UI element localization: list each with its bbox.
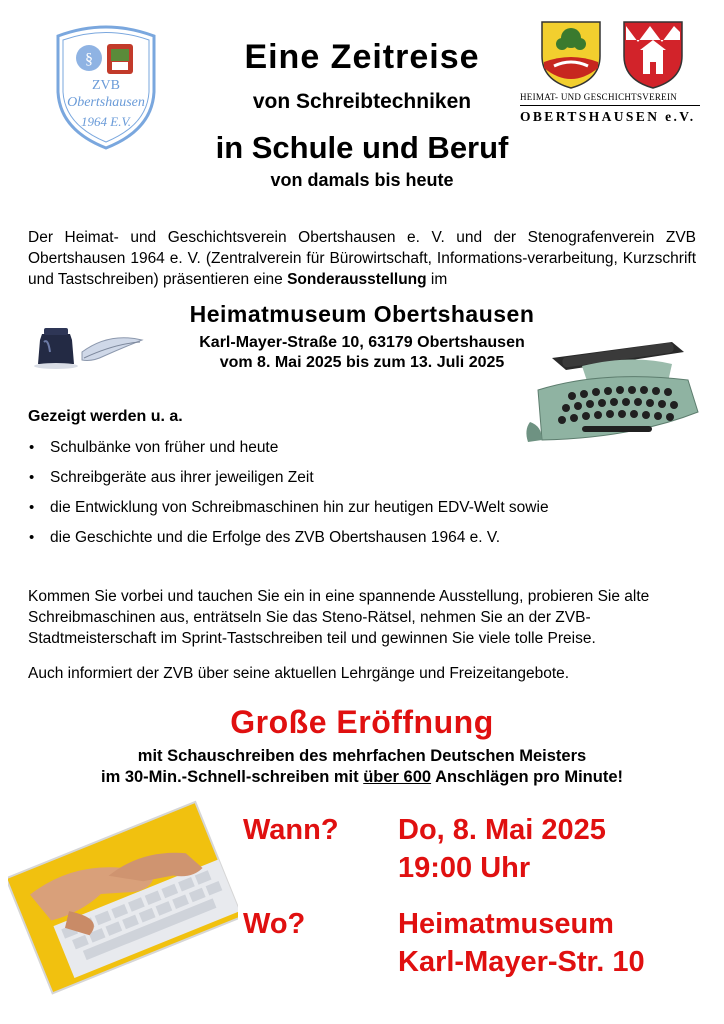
- invite-paragraph: Kommen Sie vorbei und tauchen Sie ein in eine spannende Ausstellung, probieren Sie alte Schreibmaschinen aus, enträtseln Sie das Steno-Rätsel, nehmen Sie an der ZVB-Stadtmeisterschaft im Sprint-Tastschreiben teil und gewinnen Sie viele tolle Preise.: [28, 588, 650, 647]
- typewriter-icon: [522, 330, 704, 455]
- logo-left-line1: ZVB: [92, 78, 120, 93]
- opening-line2-underline: über 600: [363, 768, 432, 786]
- intro-bold: Sonderausstellung: [287, 271, 427, 288]
- logo-right-org-line2: OBERTSHAUSEN e.V.: [520, 109, 696, 124]
- list-item: • Schreibgeräte aus ihrer jeweiligen Zeit: [28, 458, 549, 488]
- opening-line2-before: im 30-Min.-Schnell-schreiben mit: [100, 768, 364, 786]
- logo-right-org-line1: HEIMAT- UND GESCHICHTSVEREIN: [520, 92, 678, 102]
- opening-line1: mit Schauschreiben des mehrfachen Deutschen Meisters: [137, 747, 587, 765]
- when-label: Wann?: [243, 814, 339, 846]
- venue-name: Heimatmuseum Obertshausen: [189, 301, 535, 327]
- coat-of-arms-icons: [520, 18, 702, 90]
- where-street: Karl-Mayer-Str. 10: [398, 946, 645, 978]
- info-paragraph: Auch informiert der ZVB über seine aktuellen Lehrgänge und Freizeitangebote.: [28, 665, 570, 682]
- opening-line2: [50, 768, 674, 787]
- where-place: Heimatmuseum: [398, 908, 614, 940]
- opening-heading: Große Eröffnung: [230, 704, 494, 740]
- list-item: • Schulbänke von früher und heute: [28, 428, 549, 458]
- title-line2: von Schreibtechniken: [252, 90, 472, 113]
- title-line4: von damals bis heute: [270, 170, 454, 190]
- exhibits-list: [28, 428, 549, 548]
- title-line1: Eine Zeitreise: [244, 38, 480, 76]
- typing-hands-photo: [8, 800, 238, 995]
- logo-left-line2: Obertshausen: [67, 95, 145, 110]
- typewriter-illustration: [522, 330, 704, 455]
- typing-hands-icon: [8, 800, 238, 995]
- title-line3: in Schule und Beruf: [215, 130, 509, 165]
- opening-line2-after: Anschlägen pro Minute!: [431, 768, 623, 786]
- when-time: 19:00 Uhr: [398, 852, 531, 884]
- venue-address: Karl-Mayer-Straße 10, 63179 Obertshausen: [199, 334, 525, 351]
- where-label: Wo?: [243, 908, 306, 940]
- exhibits-heading: Gezeigt werden u. a.: [28, 408, 183, 425]
- list-item: • die Entwicklung von Schreibmaschinen hin zur heutigen EDV-Welt sowie: [28, 488, 549, 518]
- intro-paragraph: [28, 227, 696, 290]
- list-item: • die Geschichte und die Erfolge des ZVB Obertshausen 1964 e. V.: [28, 518, 549, 548]
- zvb-logo: [52, 22, 160, 152]
- ink-quill-illustration: [34, 322, 144, 372]
- logo-left-line3: 1964 E.V.: [81, 114, 131, 129]
- venue-dates: vom 8. Mai 2025 bis zum 13. Juli 2025: [219, 354, 505, 371]
- intro-text-after: im: [426, 271, 448, 288]
- svg-text:§: §: [85, 51, 93, 68]
- when-date: Do, 8. Mai 2025: [398, 814, 606, 846]
- intro-text-before: Der Heimat- und Geschichtsverein Obertshausen e. V. und der Stenografenverein ZVB Obertshausen 1964 e. V. (Zentralverein für Bürowirtschaft, Informations-verarbeitung, Kurzschrift und Tastschreiben) präsentieren eine: [28, 229, 696, 288]
- logo-right-rule: [520, 105, 700, 106]
- ink-quill-icon: [34, 322, 144, 372]
